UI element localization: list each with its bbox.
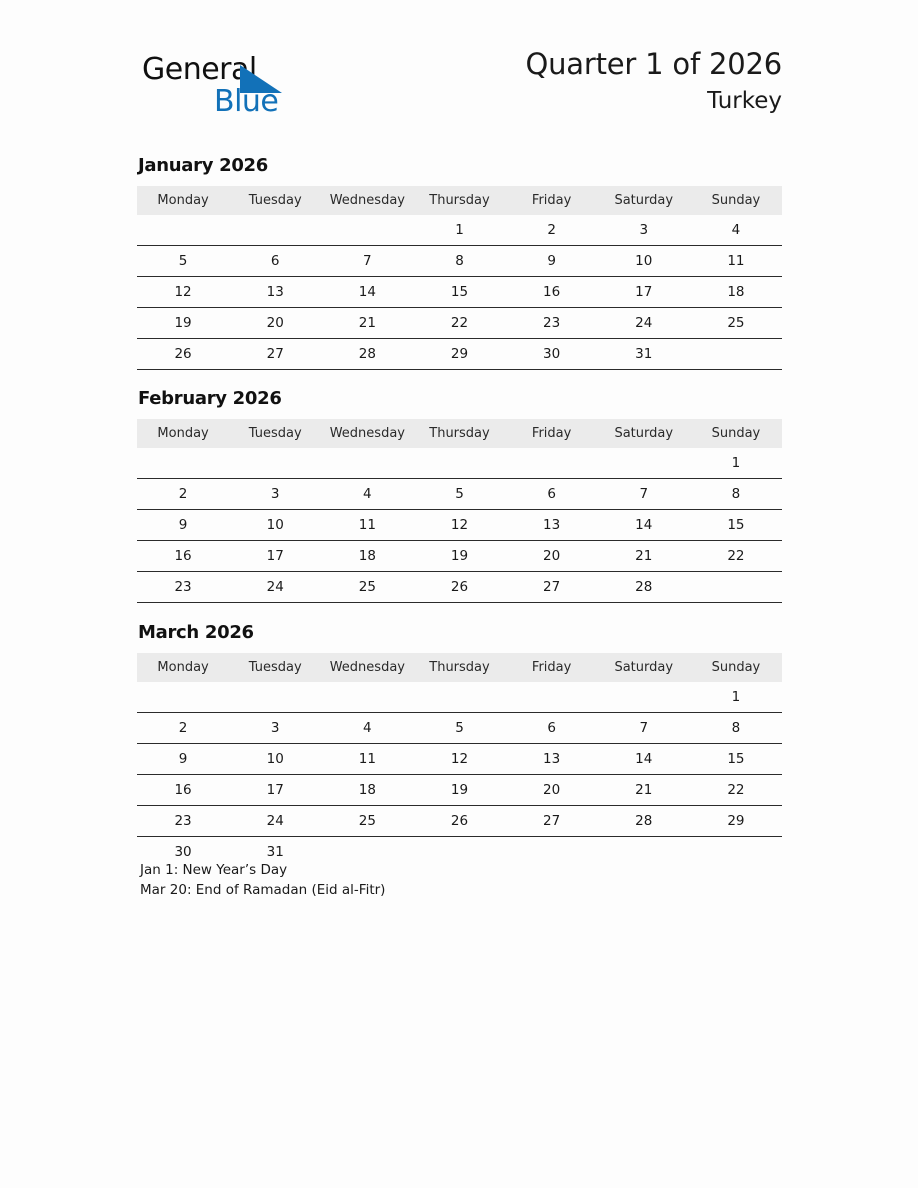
calendar-table-march xyxy=(137,653,782,867)
general-blue-logo xyxy=(142,53,342,125)
week-row xyxy=(137,806,782,837)
day-cell[interactable]: 18 xyxy=(690,277,782,308)
day-cell[interactable]: 11 xyxy=(321,510,413,541)
week-row xyxy=(137,479,782,510)
weekday-header-sunday: Sunday xyxy=(690,186,782,215)
weekday-header-friday: Friday xyxy=(506,653,598,682)
day-cell[interactable]: 15 xyxy=(690,744,782,775)
day-cell[interactable]: 21 xyxy=(598,775,690,806)
day-cell[interactable]: 2 xyxy=(137,713,229,744)
day-cell[interactable]: 1 xyxy=(690,682,782,713)
title-block xyxy=(526,48,783,117)
weekday-header-tuesday: Tuesday xyxy=(229,653,321,682)
day-cell[interactable]: 3 xyxy=(598,215,690,246)
day-cell[interactable]: 23 xyxy=(137,572,229,603)
day-cell[interactable]: 21 xyxy=(321,308,413,339)
day-cell[interactable]: 22 xyxy=(690,775,782,806)
day-cell[interactable]: 9 xyxy=(137,744,229,775)
weekday-header-wednesday: Wednesday xyxy=(321,419,413,448)
day-cell-empty xyxy=(413,448,505,479)
day-cell[interactable]: 1 xyxy=(690,448,782,479)
day-cell-empty xyxy=(690,339,782,370)
weekday-header-wednesday: Wednesday xyxy=(321,186,413,215)
page-subtitle-country: Turkey xyxy=(707,88,782,115)
day-cell-empty xyxy=(137,682,229,713)
day-cell[interactable]: 20 xyxy=(506,541,598,572)
day-cell[interactable]: 23 xyxy=(506,308,598,339)
day-cell[interactable]: 13 xyxy=(506,510,598,541)
weekday-header-row xyxy=(137,653,782,682)
day-cell[interactable]: 29 xyxy=(413,339,505,370)
week-row xyxy=(137,246,782,277)
week-row xyxy=(137,308,782,339)
day-cell[interactable]: 7 xyxy=(598,479,690,510)
day-cell-empty xyxy=(598,448,690,479)
day-cell[interactable]: 25 xyxy=(321,806,413,837)
day-cell[interactable]: 24 xyxy=(598,308,690,339)
day-cell-empty xyxy=(321,215,413,246)
weekday-header-saturday: Saturday xyxy=(598,186,690,215)
day-cell[interactable]: 15 xyxy=(690,510,782,541)
month-block-january xyxy=(137,155,782,370)
day-cell[interactable]: 27 xyxy=(506,806,598,837)
day-cell[interactable]: 18 xyxy=(321,541,413,572)
weekday-header-tuesday: Tuesday xyxy=(229,419,321,448)
day-cell[interactable]: 2 xyxy=(137,479,229,510)
calendar-table-january xyxy=(137,186,782,370)
day-cell[interactable]: 6 xyxy=(229,246,321,277)
day-cell[interactable]: 10 xyxy=(229,744,321,775)
day-cell[interactable]: 28 xyxy=(321,339,413,370)
day-cell-empty xyxy=(413,682,505,713)
day-cell[interactable]: 27 xyxy=(229,339,321,370)
weekday-header-saturday: Saturday xyxy=(598,419,690,448)
day-cell-empty xyxy=(137,448,229,479)
month-title-february: February 2026 xyxy=(138,388,282,409)
day-cell[interactable]: 12 xyxy=(137,277,229,308)
weekday-header-monday: Monday xyxy=(137,653,229,682)
day-cell[interactable]: 27 xyxy=(506,572,598,603)
day-cell-empty xyxy=(321,682,413,713)
weekday-header-sunday: Sunday xyxy=(690,653,782,682)
weekday-header-friday: Friday xyxy=(506,186,598,215)
day-cell[interactable]: 4 xyxy=(321,713,413,744)
day-cell[interactable]: 25 xyxy=(321,572,413,603)
day-cell[interactable]: 20 xyxy=(229,308,321,339)
page-header xyxy=(137,48,782,140)
day-cell[interactable]: 4 xyxy=(321,479,413,510)
day-cell[interactable]: 10 xyxy=(229,510,321,541)
day-cell-empty xyxy=(598,682,690,713)
weekday-header-monday: Monday xyxy=(137,419,229,448)
day-cell[interactable]: 3 xyxy=(229,713,321,744)
day-cell-empty xyxy=(229,682,321,713)
day-cell[interactable]: 28 xyxy=(598,572,690,603)
logo-text-general: General xyxy=(142,52,257,87)
weekday-header-thursday: Thursday xyxy=(413,186,505,215)
week-row xyxy=(137,510,782,541)
day-cell[interactable]: 3 xyxy=(229,479,321,510)
week-row xyxy=(137,775,782,806)
day-cell[interactable]: 19 xyxy=(413,541,505,572)
day-cell[interactable]: 6 xyxy=(506,479,598,510)
day-cell[interactable]: 8 xyxy=(690,479,782,510)
day-cell[interactable]: 13 xyxy=(229,277,321,308)
day-cell[interactable]: 2 xyxy=(506,215,598,246)
day-cell[interactable]: 31 xyxy=(266,844,284,860)
day-cell[interactable]: 10 xyxy=(598,246,690,277)
day-cell[interactable]: 28 xyxy=(598,806,690,837)
day-cell[interactable]: 7 xyxy=(598,713,690,744)
weekday-header-wednesday: Wednesday xyxy=(321,653,413,682)
day-cell[interactable]: 30 xyxy=(174,844,192,860)
day-cell[interactable]: 22 xyxy=(690,541,782,572)
day-cell[interactable]: 30 xyxy=(506,339,598,370)
day-cell-holiday[interactable]: 1 xyxy=(413,215,505,246)
week-row xyxy=(137,744,782,775)
weekday-header-row xyxy=(137,186,782,215)
week-row xyxy=(137,339,782,370)
day-cell[interactable]: 14 xyxy=(598,744,690,775)
day-cell[interactable]: 16 xyxy=(506,277,598,308)
day-cell[interactable]: 6 xyxy=(506,713,598,744)
day-cell[interactable]: 17 xyxy=(229,775,321,806)
day-cell-empty xyxy=(137,215,229,246)
day-cell[interactable]: 23 xyxy=(137,806,229,837)
calendar-table-february xyxy=(137,419,782,603)
day-cell-empty xyxy=(229,215,321,246)
day-cell[interactable]: 12 xyxy=(413,744,505,775)
day-cell[interactable]: 12 xyxy=(413,510,505,541)
month-block-february xyxy=(137,388,782,603)
month-title-march: March 2026 xyxy=(138,622,254,643)
weekday-header-thursday: Thursday xyxy=(413,653,505,682)
day-cell[interactable]: 5 xyxy=(413,479,505,510)
week-row xyxy=(137,572,782,603)
day-cell[interactable]: 25 xyxy=(690,308,782,339)
month-title-january: January 2026 xyxy=(138,155,268,176)
day-cell-holiday[interactable]: 20 xyxy=(506,775,598,806)
day-cell[interactable]: 13 xyxy=(506,744,598,775)
day-cell[interactable]: 14 xyxy=(321,277,413,308)
week-row xyxy=(137,713,782,744)
weekday-header-tuesday: Tuesday xyxy=(229,186,321,215)
day-cell[interactable]: 8 xyxy=(413,246,505,277)
day-cell-empty xyxy=(321,448,413,479)
day-cell[interactable]: 15 xyxy=(413,277,505,308)
day-cell[interactable]: 21 xyxy=(598,541,690,572)
weekday-header-row xyxy=(137,419,782,448)
day-cell[interactable]: 9 xyxy=(506,246,598,277)
weekday-header-monday: Monday xyxy=(137,186,229,215)
week-row xyxy=(137,215,782,246)
day-cell-empty xyxy=(506,682,598,713)
day-cell[interactable]: 11 xyxy=(321,744,413,775)
week-row xyxy=(137,541,782,572)
day-cell[interactable]: 16 xyxy=(137,541,229,572)
day-cell-empty xyxy=(690,572,782,603)
day-cell[interactable]: 17 xyxy=(229,541,321,572)
day-cell[interactable]: 16 xyxy=(137,775,229,806)
week-row xyxy=(137,682,782,713)
day-cell[interactable]: 31 xyxy=(598,339,690,370)
day-cell-empty xyxy=(506,448,598,479)
day-cell[interactable]: 14 xyxy=(598,510,690,541)
day-cell[interactable]: 7 xyxy=(321,246,413,277)
day-cell[interactable]: 19 xyxy=(413,775,505,806)
holiday-notes-list xyxy=(140,860,740,900)
day-cell[interactable]: 18 xyxy=(321,775,413,806)
day-cell[interactable]: 17 xyxy=(598,277,690,308)
month-block-march xyxy=(137,622,782,867)
day-cell[interactable]: 26 xyxy=(137,339,229,370)
day-cell[interactable]: 5 xyxy=(413,713,505,744)
day-cell[interactable]: 26 xyxy=(413,572,505,603)
weekday-header-sunday: Sunday xyxy=(690,419,782,448)
holiday-note: Jan 1: New Year’s Day xyxy=(140,862,288,878)
weekday-header-thursday: Thursday xyxy=(413,419,505,448)
week-row xyxy=(137,277,782,308)
weekday-header-saturday: Saturday xyxy=(598,653,690,682)
holiday-note: Mar 20: End of Ramadan (Eid al-Fitr) xyxy=(140,882,386,898)
day-cell[interactable]: 11 xyxy=(690,246,782,277)
day-cell[interactable]: 29 xyxy=(690,806,782,837)
day-cell[interactable]: 5 xyxy=(137,246,229,277)
week-row xyxy=(137,448,782,479)
day-cell[interactable]: 9 xyxy=(137,510,229,541)
day-cell[interactable]: 19 xyxy=(137,308,229,339)
day-cell[interactable]: 24 xyxy=(229,572,321,603)
day-cell[interactable]: 22 xyxy=(413,308,505,339)
day-cell[interactable]: 24 xyxy=(229,806,321,837)
weekday-header-friday: Friday xyxy=(506,419,598,448)
page-title: Quarter 1 of 2026 xyxy=(525,47,782,81)
logo-text-blue: Blue xyxy=(214,84,279,119)
day-cell[interactable]: 8 xyxy=(690,713,782,744)
day-cell-empty xyxy=(229,448,321,479)
day-cell[interactable]: 4 xyxy=(690,215,782,246)
day-cell[interactable]: 26 xyxy=(413,806,505,837)
